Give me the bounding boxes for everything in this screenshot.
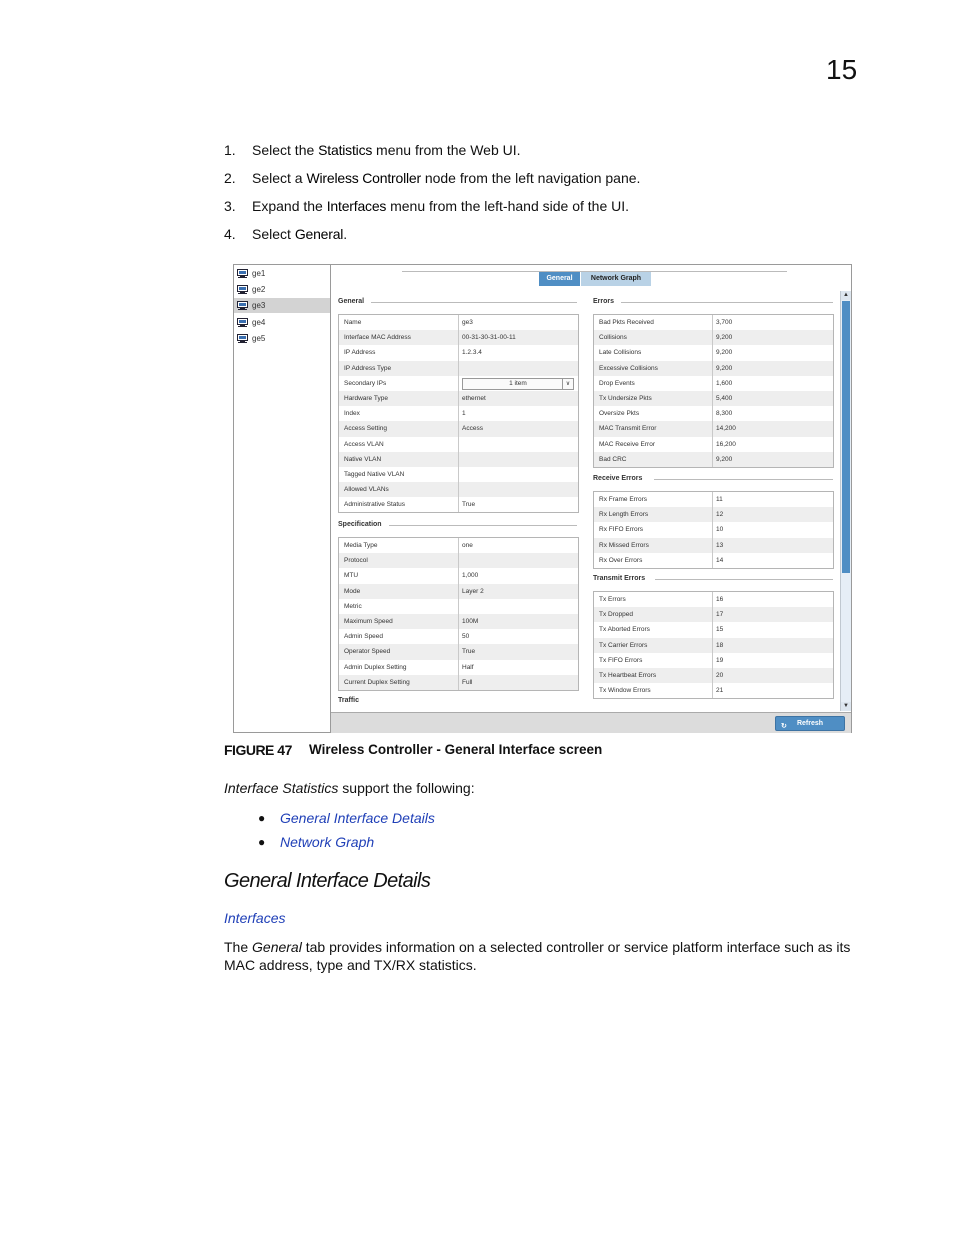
- column-divider: [712, 345, 713, 360]
- row-label: IP Address Type: [344, 364, 392, 372]
- row-label: Rx Missed Errors: [599, 541, 649, 549]
- row-value: 19: [716, 656, 724, 664]
- table-row: [339, 599, 578, 614]
- row-label: Tx Heartbeat Errors: [599, 672, 657, 680]
- link-interfaces[interactable]: Interfaces: [224, 910, 286, 926]
- column-divider: [458, 452, 459, 467]
- row-label: Interface MAC Address: [344, 334, 411, 342]
- column-divider: [712, 376, 713, 391]
- row-label: Excessive Collisions: [599, 364, 658, 372]
- row-label: Late Collisions: [599, 349, 642, 357]
- step-text: [252, 192, 629, 220]
- row-label: Oversize Pkts: [599, 410, 640, 418]
- column-divider: [712, 592, 713, 607]
- nav-item-label: ge4: [252, 317, 266, 327]
- row-value: 12: [716, 511, 724, 519]
- row-value: Full: [462, 678, 473, 686]
- row-label: MAC Transmit Error: [599, 425, 657, 433]
- table-row: [339, 467, 578, 482]
- row-value: 1: [462, 410, 466, 418]
- column-divider: [712, 421, 713, 436]
- column-divider: [458, 437, 459, 452]
- step-post: .: [343, 226, 348, 242]
- column-divider: [458, 391, 459, 406]
- step-pre: Expand the: [252, 198, 327, 214]
- nav-item-label: ge1: [252, 269, 266, 278]
- table-row: [339, 330, 578, 345]
- row-value: 14: [716, 556, 724, 564]
- nav-item-ge1[interactable]: [234, 266, 330, 281]
- row-label: Tx FIFO Errors: [599, 656, 643, 664]
- refresh-label: Refresh: [796, 720, 824, 727]
- row-label: Name: [344, 319, 362, 327]
- para-italic: General: [252, 939, 302, 955]
- select-value: 1 item: [509, 379, 527, 387]
- step-post: menu from the left-hand side of the UI.: [386, 198, 630, 214]
- row-label: Current Duplex Setting: [344, 678, 410, 686]
- table-row: [594, 361, 833, 376]
- table-row: [594, 622, 833, 637]
- column-divider: [458, 482, 459, 497]
- column-divider: [458, 315, 459, 330]
- row-value: 9,200: [716, 455, 733, 463]
- row-value: 14,200: [716, 425, 736, 433]
- column-divider: [458, 660, 459, 675]
- scrollbar-thumb[interactable]: [842, 301, 850, 573]
- column-divider: [458, 614, 459, 629]
- column-divider: [458, 330, 459, 345]
- column-divider: [712, 361, 713, 376]
- row-value: 9,200: [716, 349, 733, 357]
- table-row: [339, 568, 578, 583]
- row-value: 20: [716, 672, 724, 680]
- row-label: Metric: [344, 602, 362, 610]
- table-row: [339, 614, 578, 629]
- para-pre: The: [224, 939, 253, 955]
- tab-network-graph[interactable]: Network Graph: [581, 272, 651, 286]
- step-pre: Select the: [252, 142, 319, 158]
- row-value: ge3: [462, 319, 473, 327]
- row-value: 15: [716, 626, 724, 634]
- row-label: Media Type: [344, 542, 378, 550]
- table-row: [339, 538, 578, 553]
- table-row: [594, 437, 833, 452]
- row-value: 16,200: [716, 440, 736, 448]
- table-row: [594, 345, 833, 360]
- link-general-interface-details[interactable]: General Interface Details: [280, 810, 435, 826]
- row-value: 13: [716, 541, 724, 549]
- row-label: MTU: [344, 572, 359, 580]
- step-text: [252, 136, 521, 164]
- receive-errors-table: [593, 491, 834, 569]
- row-label: Tx Window Errors: [599, 687, 651, 695]
- receive-errors-section-title: Receive Errors: [593, 475, 643, 482]
- interface-port-icon: [237, 301, 248, 310]
- transmit-errors-section-title: Transmit Errors: [593, 575, 646, 582]
- column-divider: [458, 553, 459, 568]
- table-row: [339, 644, 578, 659]
- table-row: [339, 345, 578, 360]
- column-divider: [712, 452, 713, 467]
- section-paragraph: [224, 938, 884, 974]
- step-post: menu from the Web UI.: [372, 142, 521, 158]
- interface-port-icon: [237, 269, 248, 278]
- step-item: [224, 164, 640, 192]
- bullet-icon: ●: [258, 835, 266, 849]
- row-label: Mode: [344, 587, 361, 595]
- table-row: [339, 315, 578, 330]
- column-divider: [458, 345, 459, 360]
- column-divider: [458, 376, 459, 391]
- table-row: [339, 421, 578, 436]
- nav-item-label: ge3: [252, 301, 266, 311]
- column-divider: [458, 421, 459, 436]
- specification-section-title: Specification: [338, 521, 382, 528]
- column-divider: [712, 553, 713, 568]
- row-label: Tx Errors: [599, 596, 626, 604]
- para-post: tab provides information on a selected controller or service platform interface such as its MAC address, type and TX/RX statistics.: [224, 939, 851, 973]
- row-value: 1,600: [716, 379, 733, 387]
- nav-item-ge2[interactable]: [234, 282, 330, 297]
- row-value: True: [462, 501, 476, 509]
- link-network-graph[interactable]: Network Graph: [280, 834, 375, 850]
- bullet-list: [258, 806, 435, 854]
- transmit-errors-table: [593, 591, 834, 699]
- receive-errors-section-rule: [654, 479, 833, 480]
- nav-item-ge3[interactable]: [234, 298, 330, 313]
- column-divider: [458, 406, 459, 421]
- step-text: [252, 164, 640, 192]
- row-label: Rx Frame Errors: [599, 496, 648, 504]
- interface-nav-pane: [234, 265, 331, 732]
- step-bold: Statistics: [318, 142, 373, 158]
- table-row: [594, 330, 833, 345]
- interface-port-icon: [237, 334, 248, 343]
- table-row: [339, 361, 578, 376]
- column-divider: [712, 330, 713, 345]
- secondary-ips-select[interactable]: [462, 378, 574, 390]
- screenshot-figure: [233, 264, 852, 733]
- row-label: IP Address: [344, 349, 376, 357]
- column-divider: [712, 607, 713, 622]
- row-value: 18: [716, 641, 724, 649]
- table-row: [594, 638, 833, 653]
- row-label: Tagged Native VLAN: [344, 470, 405, 478]
- specification-section-rule: [389, 525, 577, 526]
- row-value: 9,200: [716, 364, 733, 372]
- row-label: MAC Receive Error: [599, 440, 655, 448]
- steps-list: [224, 136, 640, 248]
- table-row: [594, 452, 833, 467]
- step-pre: Select a: [252, 170, 307, 186]
- row-label: Administrative Status: [344, 501, 406, 509]
- row-value: Layer 2: [462, 587, 484, 595]
- table-row: [594, 507, 833, 522]
- row-label: Tx Carrier Errors: [599, 641, 648, 649]
- column-divider: [458, 629, 459, 644]
- general-section-rule: [371, 302, 577, 303]
- bullet-icon: ●: [258, 811, 266, 825]
- table-row: [594, 492, 833, 507]
- row-label: Access Setting: [344, 425, 387, 433]
- column-divider: [458, 599, 459, 614]
- row-label: Rx FIFO Errors: [599, 526, 644, 534]
- column-divider: [712, 522, 713, 537]
- figure-caption-text: Wireless Controller - General Interface screen: [309, 742, 603, 757]
- row-label: Collisions: [599, 334, 627, 342]
- interface-port-icon: [237, 318, 248, 327]
- row-value: one: [462, 542, 473, 550]
- row-value: 3,700: [716, 319, 733, 327]
- figure-caption: [224, 742, 603, 758]
- row-label: Access VLAN: [344, 440, 384, 448]
- column-divider: [712, 668, 713, 683]
- table-row: [594, 522, 833, 537]
- refresh-button[interactable]: [775, 716, 845, 731]
- support-intro-rest: support the following:: [338, 780, 475, 796]
- column-divider: [458, 584, 459, 599]
- row-label: Admin Duplex Setting: [344, 663, 407, 671]
- column-divider: [712, 638, 713, 653]
- table-row: [339, 629, 578, 644]
- row-value: 21: [716, 687, 724, 695]
- row-value: 17: [716, 611, 724, 619]
- column-divider: [458, 675, 459, 690]
- step-item: [224, 220, 640, 248]
- column-divider: [712, 492, 713, 507]
- row-label: Secondary IPs: [344, 379, 387, 387]
- nav-item-ge5[interactable]: [234, 331, 330, 346]
- step-bold: Wireless Controller: [306, 170, 421, 186]
- column-divider: [712, 507, 713, 522]
- row-value: 10: [716, 526, 724, 534]
- row-label: Tx Undersize Pkts: [599, 395, 652, 403]
- step-text: [252, 220, 347, 248]
- table-row: [594, 391, 833, 406]
- table-row: [339, 497, 578, 512]
- row-value: 100M: [462, 618, 479, 626]
- figure-label: FIGURE 47: [224, 742, 292, 758]
- column-divider: [712, 391, 713, 406]
- table-row: [594, 683, 833, 698]
- nav-item-label: ge2: [252, 285, 266, 295]
- step-item: [224, 192, 640, 220]
- scroll-up-icon[interactable]: ▲: [841, 291, 851, 300]
- specification-table: [338, 537, 579, 691]
- table-row: [339, 482, 578, 497]
- nav-item-ge4[interactable]: [234, 315, 330, 330]
- support-intro-italic: Interface Statistics: [224, 780, 339, 796]
- table-row: [594, 592, 833, 607]
- column-divider: [712, 406, 713, 421]
- general-table: [338, 314, 579, 513]
- chapter-number: 15: [826, 54, 858, 85]
- table-row: [594, 315, 833, 330]
- step-number: 1.: [224, 142, 236, 158]
- row-value: 5,400: [716, 395, 733, 403]
- row-value: True: [462, 648, 476, 656]
- column-divider: [712, 653, 713, 668]
- table-row: [339, 660, 578, 675]
- row-label: Bad CRC: [599, 455, 627, 463]
- row-value: 1.2.3.4: [462, 349, 482, 357]
- step-item: [224, 136, 640, 164]
- section-heading: General Interface Details: [224, 870, 431, 892]
- row-label: Operator Speed: [344, 648, 391, 656]
- row-value: Access: [462, 425, 483, 433]
- column-divider: [458, 467, 459, 482]
- column-divider: [712, 622, 713, 637]
- errors-section-title: Errors: [593, 298, 615, 305]
- row-label: Index: [344, 410, 360, 418]
- transmit-errors-section-rule: [655, 579, 833, 580]
- column-divider: [712, 437, 713, 452]
- step-number: 4.: [224, 226, 236, 242]
- row-label: Admin Speed: [344, 633, 384, 641]
- table-row: [339, 406, 578, 421]
- row-value: 1,000: [462, 572, 479, 580]
- step-post: node from the left navigation pane.: [420, 170, 641, 186]
- row-label: Native VLAN: [344, 455, 382, 463]
- row-label: Tx Dropped: [599, 611, 633, 619]
- column-divider: [712, 538, 713, 553]
- table-row: [594, 421, 833, 436]
- list-item: [258, 806, 435, 830]
- row-value: 50: [462, 633, 470, 641]
- interface-port-icon: [237, 285, 248, 294]
- list-item: [258, 830, 435, 854]
- table-row: [594, 553, 833, 568]
- row-label: Allowed VLANs: [344, 486, 389, 494]
- table-row: [339, 376, 578, 391]
- step-bold: Interfaces: [326, 198, 387, 214]
- step-pre: Select: [252, 226, 295, 242]
- errors-table: [593, 314, 834, 468]
- row-label: Rx Length Errors: [599, 511, 649, 519]
- row-value: 16: [716, 596, 724, 604]
- table-row: [594, 538, 833, 553]
- row-value: 11: [716, 496, 723, 504]
- row-label: Maximum Speed: [344, 618, 393, 626]
- column-divider: [712, 683, 713, 698]
- table-row: [594, 607, 833, 622]
- column-divider: [458, 568, 459, 583]
- step-bold: General: [294, 226, 344, 242]
- row-value: 00-31-30-31-00-11: [462, 334, 516, 342]
- table-row: [339, 437, 578, 452]
- column-divider: [458, 538, 459, 553]
- errors-section-rule: [621, 302, 833, 303]
- step-number: 3.: [224, 198, 236, 214]
- table-row: [339, 452, 578, 467]
- nav-item-label: ge5: [252, 333, 266, 343]
- bottom-action-bar: [331, 712, 851, 733]
- table-row: [594, 653, 833, 668]
- traffic-section-title: Traffic: [338, 697, 360, 704]
- row-label: Tx Aborted Errors: [599, 626, 650, 634]
- step-number: 2.: [224, 170, 236, 186]
- tab-general[interactable]: General: [539, 272, 580, 286]
- scroll-down-icon[interactable]: ▼: [841, 702, 851, 711]
- table-row: [339, 584, 578, 599]
- table-row: [339, 553, 578, 568]
- row-label: Bad Pkts Received: [599, 319, 654, 327]
- refresh-icon: ↻: [781, 723, 787, 730]
- table-row: [594, 406, 833, 421]
- general-section-title: General: [338, 298, 365, 305]
- column-divider: [712, 315, 713, 330]
- table-row: [339, 675, 578, 690]
- row-label: Protocol: [344, 557, 368, 565]
- table-row: [594, 668, 833, 683]
- table-row: [339, 391, 578, 406]
- row-value: 8,300: [716, 410, 733, 418]
- vertical-scrollbar[interactable]: [840, 291, 851, 711]
- row-value: ethernet: [462, 395, 486, 403]
- row-value: Half: [462, 663, 474, 671]
- support-intro: [224, 780, 475, 796]
- row-value: 9,200: [716, 334, 733, 342]
- row-label: Drop Events: [599, 379, 635, 387]
- chevron-down-icon: ∨: [562, 379, 573, 389]
- row-label: Rx Over Errors: [599, 556, 643, 564]
- table-row: [594, 376, 833, 391]
- column-divider: [458, 361, 459, 376]
- column-divider: [458, 644, 459, 659]
- row-label: Hardware Type: [344, 395, 388, 403]
- column-divider: [458, 497, 459, 512]
